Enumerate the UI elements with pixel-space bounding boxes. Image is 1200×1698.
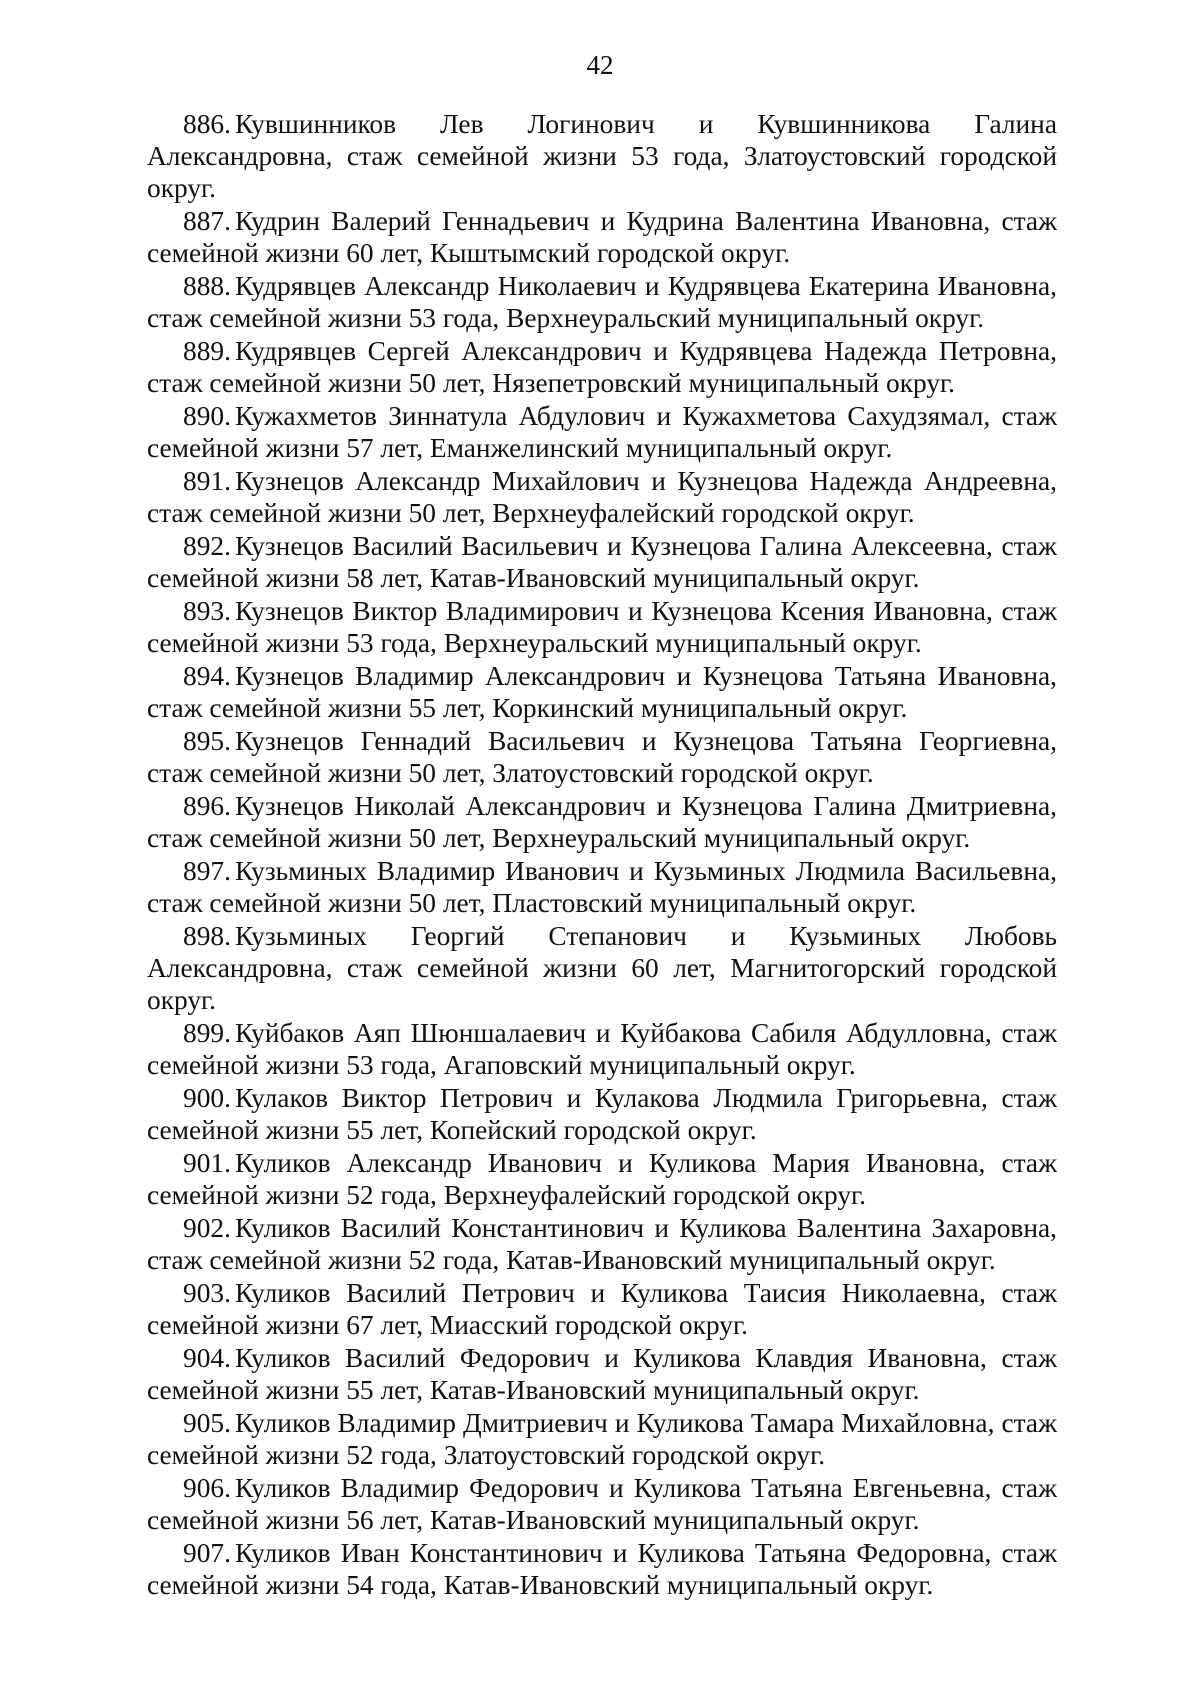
entry-number: 902. xyxy=(183,1213,231,1243)
entry-number: 907. xyxy=(183,1538,231,1568)
list-item xyxy=(147,1017,1057,1081)
list-item xyxy=(147,530,1057,594)
entry-text: Кузнецов Виктор Владимирович и Кузнецова Ксения Ивановна, стаж семейной жизни 53 года, Верхнеуральский муниципальный округ. xyxy=(147,596,1057,658)
entry-text: Куйбаков Аяп Шюншалаевич и Куйбакова Сабиля Абдулловна, стаж семейной жизни 53 года, Агаповский муниципальный округ. xyxy=(147,1018,1057,1080)
list-item xyxy=(147,595,1057,659)
page-number: 42 xyxy=(586,50,614,80)
entry-number: 897. xyxy=(183,856,231,886)
entry-number: 887. xyxy=(183,206,231,236)
entry-number: 900. xyxy=(183,1083,231,1113)
entry-text: Куликов Владимир Федорович и Куликова Татьяна Евгеньевна, стаж семейной жизни 56 лет, Катав-Ивановский муниципальный округ. xyxy=(147,1473,1057,1535)
entry-number: 889. xyxy=(183,336,231,366)
entry-text: Куликов Василий Константинович и Куликова Валентина Захаровна, стаж семейной жизни 52 года, Катав-Ивановский муниципальный округ. xyxy=(147,1213,1057,1275)
entry-number: 892. xyxy=(183,531,231,561)
entry-number: 890. xyxy=(183,401,231,431)
entry-text: Кузнецов Геннадий Васильевич и Кузнецова Татьяна Георгиевна, стаж семейной жизни 50 лет, Златоустовский городской округ. xyxy=(147,726,1057,788)
entry-number: 893. xyxy=(183,596,231,626)
entry-number: 903. xyxy=(183,1278,231,1308)
entry-number: 904. xyxy=(183,1343,231,1373)
entry-number: 886. xyxy=(183,109,231,139)
list-item xyxy=(147,108,1057,204)
list-item xyxy=(147,1407,1057,1471)
entry-number: 888. xyxy=(183,271,231,301)
list-item xyxy=(147,920,1057,1016)
entry-number: 905. xyxy=(183,1408,231,1438)
list-item xyxy=(147,1537,1057,1601)
entry-text: Куликов Иван Константинович и Куликова Татьяна Федоровна, стаж семейной жизни 54 года, Катав-Ивановский муниципальный округ. xyxy=(147,1538,1057,1600)
list-item xyxy=(147,1342,1057,1406)
list-item xyxy=(147,205,1057,269)
entry-text: Куликов Владимир Дмитриевич и Куликова Тамара Михайловна, стаж семейной жизни 52 года, Златоустовский городской округ. xyxy=(147,1408,1057,1470)
entry-number: 891. xyxy=(183,466,231,496)
entry-text: Куликов Александр Иванович и Куликова Мария Ивановна, стаж семейной жизни 52 года, Верхнеуфалейский городской округ. xyxy=(147,1148,1057,1210)
entry-text: Кузнецов Николай Александрович и Кузнецова Галина Дмитриевна, стаж семейной жизни 50 лет, Верхнеуральский муниципальный округ. xyxy=(147,791,1057,853)
entry-number: 906. xyxy=(183,1473,231,1503)
entry-text: Кулаков Виктор Петрович и Кулакова Людмила Григорьевна, стаж семейной жизни 55 лет, Копейский городской округ. xyxy=(147,1083,1057,1145)
entry-list xyxy=(147,108,1057,1602)
entry-text: Кузьминых Владимир Иванович и Кузьминых Людмила Васильевна, стаж семейной жизни 50 лет, Пластовский муниципальный округ. xyxy=(147,856,1057,918)
entry-text: Кудрин Валерий Геннадьевич и Кудрина Валентина Ивановна, стаж семейной жизни 60 лет, Кыштымский городской округ. xyxy=(147,206,1057,268)
entry-text: Кузьминых Георгий Степанович и Кузьминых Любовь Александровна, стаж семейной жизни 60 лет, Магнитогорский городской округ. xyxy=(147,921,1057,1015)
entry-number: 898. xyxy=(183,921,231,951)
list-item xyxy=(147,1472,1057,1536)
entry-number: 895. xyxy=(183,726,231,756)
entry-text: Куликов Василий Федорович и Куликова Клавдия Ивановна, стаж семейной жизни 55 лет, Катав-Ивановский муниципальный округ. xyxy=(147,1343,1057,1405)
list-item xyxy=(147,725,1057,789)
entry-text: Кузнецов Василий Васильевич и Кузнецова Галина Алексеевна, стаж семейной жизни 58 лет, Катав-Ивановский муниципальный округ. xyxy=(147,531,1057,593)
list-item xyxy=(147,1212,1057,1276)
list-item xyxy=(147,855,1057,919)
list-item xyxy=(147,660,1057,724)
list-item xyxy=(147,465,1057,529)
entry-text: Кувшинников Лев Логинович и Кувшинникова Галина Александровна, стаж семейной жизни 53 года, Златоустовский городской округ. xyxy=(147,109,1057,203)
list-item xyxy=(147,1147,1057,1211)
list-item xyxy=(147,270,1057,334)
list-item xyxy=(147,400,1057,464)
entry-text: Кудрявцев Александр Николаевич и Кудрявцева Екатерина Ивановна, стаж семейной жизни 53 года, Верхнеуральский муниципальный округ. xyxy=(147,271,1057,333)
entry-number: 901. xyxy=(183,1148,231,1178)
list-item xyxy=(147,790,1057,854)
entry-number: 896. xyxy=(183,791,231,821)
entry-text: Кужахметов Зиннатула Абдулович и Кужахметова Сахудзямал, стаж семейной жизни 57 лет, Еманжелинский муниципальный округ. xyxy=(147,401,1057,463)
entry-text: Кузнецов Александр Михайлович и Кузнецова Надежда Андреевна, стаж семейной жизни 50 лет, Верхнеуфалейский городской округ. xyxy=(147,466,1057,528)
list-item xyxy=(147,1082,1057,1146)
entry-number: 894. xyxy=(183,661,231,691)
list-item xyxy=(147,1277,1057,1341)
entry-number: 899. xyxy=(183,1018,231,1048)
entry-text: Куликов Василий Петрович и Куликова Таисия Николаевна, стаж семейной жизни 67 лет, Миасский городской округ. xyxy=(147,1278,1057,1340)
entry-text: Кудрявцев Сергей Александрович и Кудрявцева Надежда Петровна, стаж семейной жизни 50 лет, Нязепетровский муниципальный округ. xyxy=(147,336,1057,398)
entry-text: Кузнецов Владимир Александрович и Кузнецова Татьяна Ивановна, стаж семейной жизни 55 лет, Коркинский муниципальный округ. xyxy=(147,661,1057,723)
list-item xyxy=(147,335,1057,399)
